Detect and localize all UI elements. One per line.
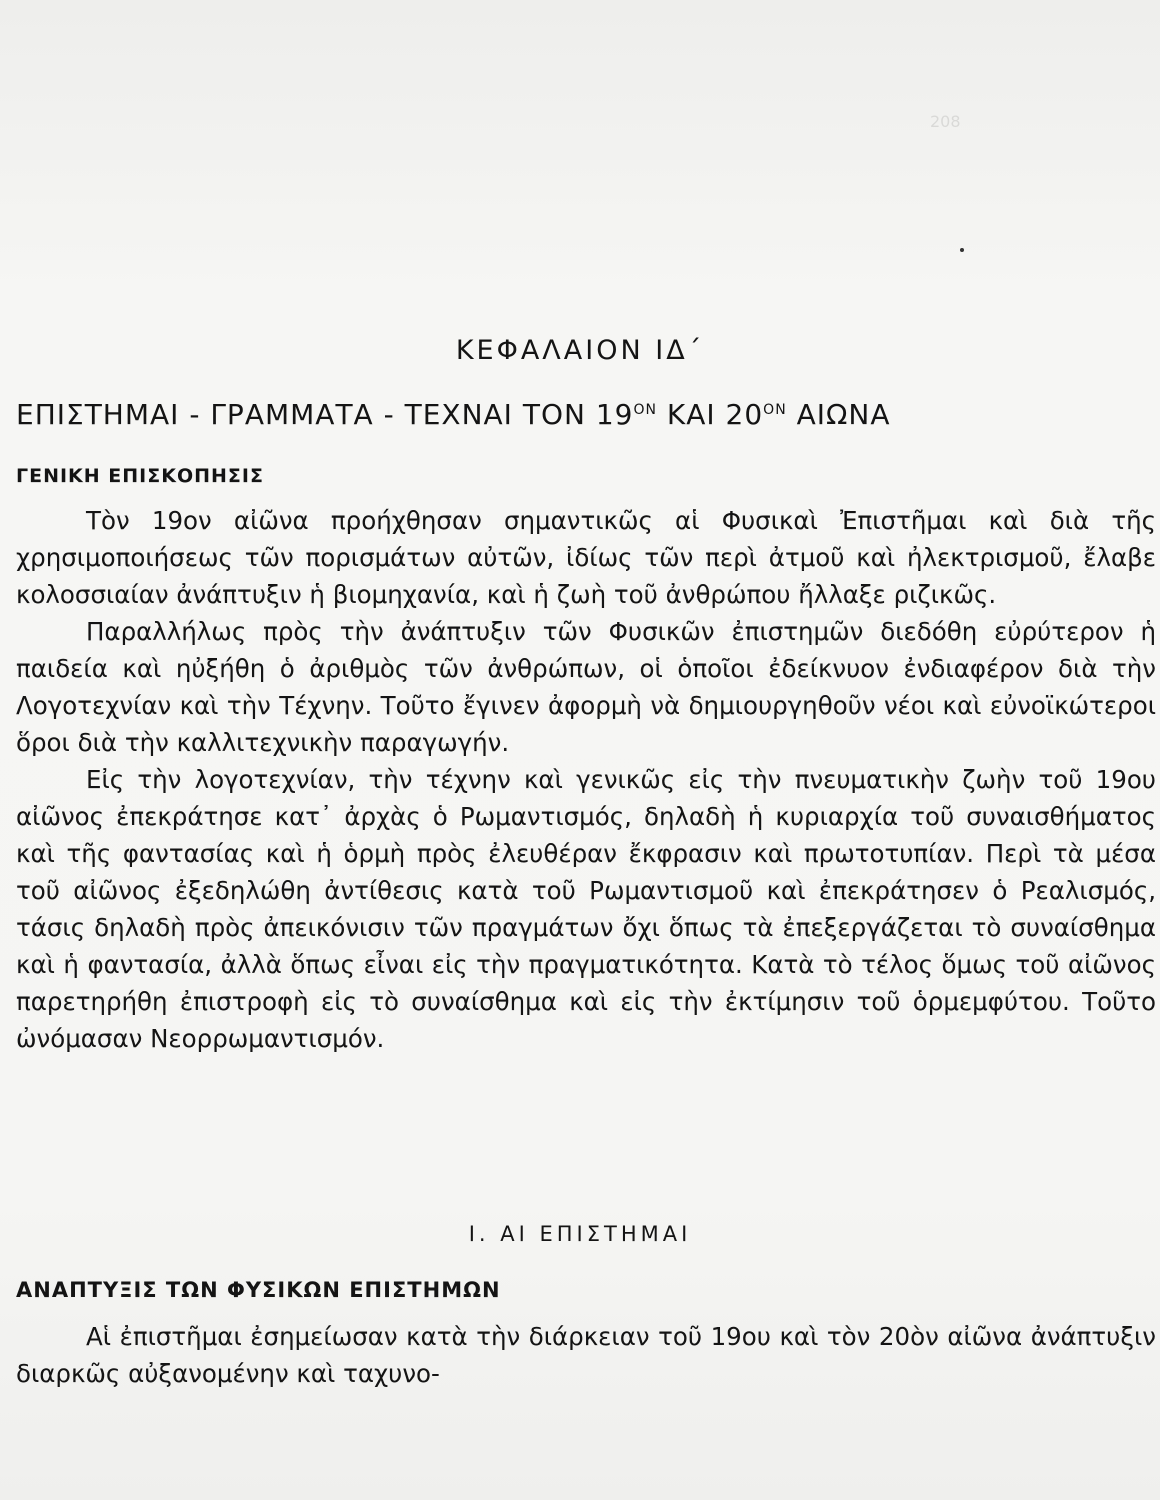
paragraph: Τὸν 19ον αἰῶνα προήχθησαν σημαντικῶς αἱ Φυσικαὶ Ἐπιστῆμαι καὶ διὰ τῆς χρησιμοποιήσεως τῶν πορισμάτων αὐτῶν, ἰδίως τῶν περὶ ἀτμοῦ καὶ ἠλεκτρισμοῦ, ἔλαβε κολοσσιαίαν ἀνάπτυξιν ἡ βιομηχανία, καὶ ἡ ζωὴ τοῦ ἀνθρώπου ἤλλαξε ριζικῶς.: [16, 506, 1156, 609]
chapter-title: ΚΕΦΑΛΑΙΟΝ ΙΔ΄: [455, 335, 705, 366]
paragraph: Παραλλήλως πρὸς τὴν ἀνάπτυξιν τῶν Φυσικῶν ἐπιστημῶν διεδόθη εὐρύτερον ἡ παιδεία καὶ ηὐξήθη ὁ ἀριθμὸς τῶν ἀνθρώπων, οἱ ὁποῖοι ἐδείκνυον ἐνδιαφέρον διὰ τὴν Λογοτεχνίαν καὶ τὴν Τέχνην. Τοῦτο ἔγινεν ἀφορμὴ νὰ δημιουργηθοῦν νέοι καὶ εὐνοϊκώτεροι ὅροι διὰ τὴν καλλιτεχνικὴν παραγωγήν.: [16, 617, 1156, 757]
section-title-sciences: Ι. ΑΙ ΕΠΙΣΤΗΜΑΙ: [468, 1222, 692, 1246]
sciences-text: [16, 1318, 1156, 1392]
section-heading-physical-sciences: ΑΝΑΠΤΥΞΙΣ ΤΩΝ ΦΥΣΙΚΩΝ ΕΠΙΣΤΗΜΩΝ: [16, 1278, 501, 1302]
chapter-subtitle: ΕΠΙΣΤΗΜΑΙ - ΓΡΑΜΜΑΤΑ - ΤΕΧΝΑΙ ΤΟΝ $19^{ON}$ ΚΑΙ $20^{ON}$ ΑΙΩΝΑ: [16, 398, 891, 431]
paragraph: Αἱ ἐπιστῆμαι ἐσημείωσαν κατὰ τὴν διάρκειαν τοῦ 19ου καὶ τὸν 20ὸν αἰῶνα ἀνάπτυξιν διαρκῶς αὐξανομένην καὶ ταχυνο-: [16, 1322, 1156, 1388]
overview-text: [16, 502, 1156, 1057]
paragraph: Εἰς τὴν λογοτεχνίαν, τὴν τέχνην καὶ γενικῶς εἰς τὴν πνευματικὴν ζωὴν τοῦ 19ου αἰῶνος ἐπεκράτησε κατ᾽ ἀρχὰς ὁ Ρωμαντισμός, δηλαδὴ ἡ κυριαρχία τοῦ συναισθήματος καὶ τῆς φαντασίας καὶ ἡ ὁρμὴ πρὸς ἐλευθέραν ἔκφρασιν καὶ πρωτοτυπίαν. Περὶ τὰ μέσα τοῦ αἰῶνος ἐξεδηλώθη ἀντίθεσις κατὰ τοῦ Ρωμαντισμοῦ καὶ ἐπεκράτησεν ὁ Ρεαλισμός, τάσις δηλαδὴ πρὸς ἀπεικόνισιν τῶν πραγμάτων ὄχι ὅπως τὰ ἐπεξεργάζεται τὸ συναίσθημα καὶ ἡ φαντασία, ἀλλὰ ὅπως εἶναι εἰς τὴν πραγματικότητα. Κατὰ τὸ τέλος ὅμως τοῦ αἰῶνος παρετηρήθη ἐπιστροφὴ εἰς τὸ συναίσθημα καὶ εἰς τὴν ἐκτίμησιν τοῦ ὁρμεμφύτου. Τοῦτο ὠνόμασαν Νεορρωμαντισμόν.: [16, 765, 1156, 1053]
section-heading-overview: ΓΕΝΙΚΗ ΕΠΙΣΚΟΠΗΣΙΣ: [16, 465, 264, 487]
bleed-through-page-number: 208: [930, 112, 961, 131]
speck-mark: [960, 248, 964, 252]
